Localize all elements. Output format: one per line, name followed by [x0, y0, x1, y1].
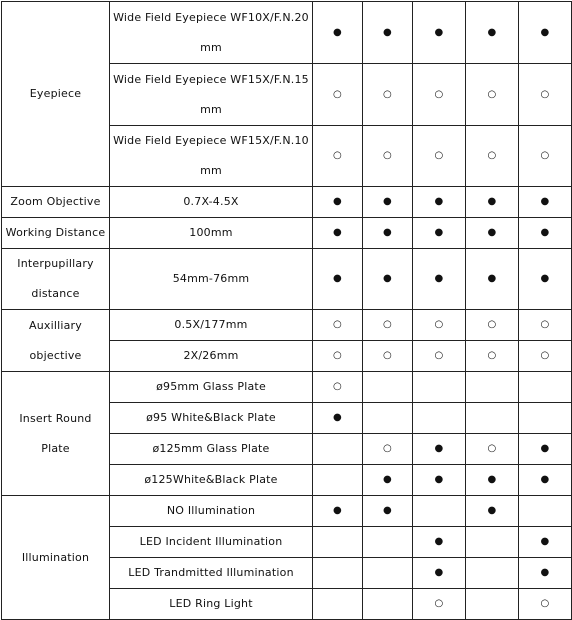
availability-mark: ● — [413, 2, 466, 64]
category-label: Working Distance — [2, 218, 110, 249]
availability-mark: ○ — [466, 341, 519, 372]
spec-description: NO Illumination — [110, 496, 313, 527]
availability-mark: ● — [413, 527, 466, 558]
availability-mark — [413, 496, 466, 527]
availability-mark: ○ — [313, 341, 363, 372]
availability-mark: ○ — [466, 64, 519, 126]
availability-mark: ● — [519, 218, 572, 249]
availability-mark — [363, 372, 413, 403]
availability-mark: ● — [519, 434, 572, 465]
availability-mark: ○ — [466, 310, 519, 341]
availability-mark: ○ — [519, 589, 572, 620]
availability-mark — [466, 372, 519, 403]
availability-mark: ● — [466, 187, 519, 218]
spec-description: ø125White&Black Plate — [110, 465, 313, 496]
availability-mark: ○ — [413, 589, 466, 620]
availability-mark: ● — [363, 496, 413, 527]
category-label: Zoom Objective — [2, 187, 110, 218]
category-label: Auxilliary objective — [2, 310, 110, 372]
availability-mark: ○ — [413, 341, 466, 372]
availability-mark: ● — [363, 187, 413, 218]
availability-mark: ○ — [363, 126, 413, 187]
category-label: Illumination — [2, 496, 110, 620]
availability-mark: ○ — [519, 126, 572, 187]
availability-mark — [466, 527, 519, 558]
availability-mark — [313, 434, 363, 465]
availability-mark: ○ — [363, 341, 413, 372]
availability-mark — [466, 403, 519, 434]
spec-description: LED Ring Light — [110, 589, 313, 620]
availability-mark: ● — [413, 218, 466, 249]
spec-description: 0.7X-4.5X — [110, 187, 313, 218]
spec-description: ø125mm Glass Plate — [110, 434, 313, 465]
table-row — [2, 249, 572, 310]
availability-mark: ○ — [313, 372, 363, 403]
availability-mark: ● — [413, 558, 466, 589]
availability-mark: ● — [519, 527, 572, 558]
spec-description: 54mm-76mm — [110, 249, 313, 310]
availability-mark: ● — [363, 465, 413, 496]
availability-mark: ○ — [519, 341, 572, 372]
availability-mark — [313, 589, 363, 620]
availability-mark: ○ — [413, 310, 466, 341]
category-label: Interpupillary distance — [2, 249, 110, 310]
availability-mark: ● — [313, 187, 363, 218]
spec-table — [1, 1, 572, 620]
availability-mark: ● — [466, 249, 519, 310]
availability-mark — [313, 465, 363, 496]
availability-mark — [313, 558, 363, 589]
spec-description: Wide Field Eyepiece WF10X/F.N.20mm — [110, 2, 313, 64]
availability-mark: ○ — [519, 310, 572, 341]
table-row — [2, 218, 572, 249]
availability-mark: ● — [413, 249, 466, 310]
availability-mark — [363, 527, 413, 558]
availability-mark: ○ — [313, 126, 363, 187]
availability-mark — [413, 403, 466, 434]
table-row — [2, 187, 572, 218]
table-row — [2, 310, 572, 341]
availability-mark: ○ — [519, 64, 572, 126]
spec-description: 100mm — [110, 218, 313, 249]
availability-mark: ● — [519, 187, 572, 218]
availability-mark: ● — [413, 187, 466, 218]
spec-table-body — [2, 2, 572, 620]
availability-mark: ● — [313, 403, 363, 434]
availability-mark — [363, 558, 413, 589]
availability-mark: ● — [413, 465, 466, 496]
spec-description: LED Trandmitted Illumination — [110, 558, 313, 589]
availability-mark: ● — [466, 218, 519, 249]
availability-mark: ● — [519, 465, 572, 496]
table-row — [2, 496, 572, 527]
table-row — [2, 372, 572, 403]
availability-mark — [519, 496, 572, 527]
availability-mark: ● — [363, 249, 413, 310]
availability-mark: ● — [466, 465, 519, 496]
availability-mark: ○ — [413, 126, 466, 187]
availability-mark — [466, 558, 519, 589]
availability-mark: ● — [413, 434, 466, 465]
availability-mark — [519, 372, 572, 403]
availability-mark: ○ — [466, 126, 519, 187]
availability-mark: ○ — [313, 64, 363, 126]
availability-mark: ○ — [466, 434, 519, 465]
availability-mark — [313, 527, 363, 558]
availability-mark: ● — [466, 496, 519, 527]
availability-mark: ● — [313, 496, 363, 527]
availability-mark: ● — [313, 249, 363, 310]
spec-description: ø95 White&Black Plate — [110, 403, 313, 434]
availability-mark: ● — [313, 2, 363, 64]
table-row — [2, 2, 572, 64]
spec-description: 0.5X/177mm — [110, 310, 313, 341]
spec-description: ø95mm Glass Plate — [110, 372, 313, 403]
spec-description: LED Incident Illumination — [110, 527, 313, 558]
availability-mark — [466, 589, 519, 620]
availability-mark — [363, 403, 413, 434]
availability-mark — [363, 589, 413, 620]
spec-description: Wide Field Eyepiece WF15X/F.N.15mm — [110, 64, 313, 126]
availability-mark: ● — [519, 249, 572, 310]
availability-mark — [519, 403, 572, 434]
availability-mark: ● — [313, 218, 363, 249]
spec-description: Wide Field Eyepiece WF15X/F.N.10mm — [110, 126, 313, 187]
availability-mark: ○ — [363, 310, 413, 341]
availability-mark: ● — [466, 2, 519, 64]
category-label: Insert Round Plate — [2, 372, 110, 496]
availability-mark: ○ — [313, 310, 363, 341]
category-label: Eyepiece — [2, 2, 110, 187]
availability-mark: ○ — [413, 64, 466, 126]
availability-mark: ● — [363, 218, 413, 249]
availability-mark — [413, 372, 466, 403]
availability-mark: ● — [519, 558, 572, 589]
availability-mark: ○ — [363, 64, 413, 126]
availability-mark: ● — [519, 2, 572, 64]
availability-mark: ● — [363, 2, 413, 64]
availability-mark: ○ — [363, 434, 413, 465]
spec-description: 2X/26mm — [110, 341, 313, 372]
